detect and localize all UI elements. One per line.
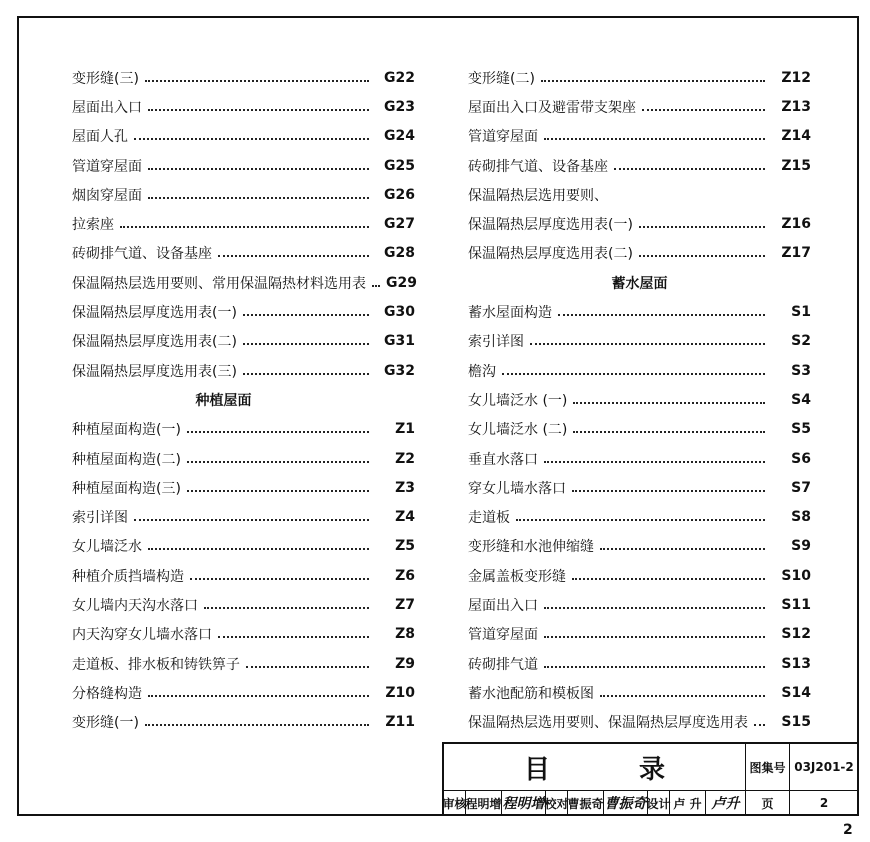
toc-entry	[72, 63, 415, 92]
toc-entry	[72, 297, 415, 326]
toc-entry-page: S14	[781, 684, 811, 701]
dot-leader	[148, 109, 369, 111]
toc-entry	[72, 473, 415, 502]
reviewer-name: 程明增	[466, 791, 502, 816]
toc-entry	[72, 209, 415, 238]
toc-entry	[72, 502, 415, 531]
toc-entry-page: S1	[791, 304, 811, 321]
toc-entry-page: S8	[791, 509, 811, 526]
toc-entry-page: Z4	[395, 509, 415, 526]
dot-leader	[639, 255, 765, 257]
toc-entry	[468, 678, 811, 707]
dot-leader	[187, 490, 369, 492]
toc-entry-page: S6	[791, 450, 811, 467]
toc-entry-title: 女儿墙泛水 (二)	[468, 422, 568, 439]
toc-entry-title: 保温隔热层厚度选用表(二)	[468, 246, 633, 263]
toc-entry-title: 女儿墙内天沟水落口	[72, 597, 198, 614]
toc-entry-page: G27	[384, 216, 415, 233]
toc-entry-page: G26	[384, 186, 415, 203]
toc-entry-page: Z8	[395, 626, 415, 643]
toc-entry-title: 保温隔热层厚度选用表(三)	[72, 363, 237, 380]
toc-entry-page: Z17	[781, 245, 811, 262]
toc-entry-page: Z15	[781, 157, 811, 174]
toc-entry	[468, 590, 811, 619]
toc-entry-title: 垂直水落口	[468, 451, 538, 468]
toc-entry-page: G24	[384, 128, 415, 145]
toc-entry	[468, 92, 811, 121]
dot-leader	[600, 695, 765, 697]
section-heading: 种植屋面	[195, 392, 252, 409]
toc-entry-page: S2	[791, 333, 811, 350]
toc-entry	[72, 649, 415, 678]
toc-entry	[468, 385, 811, 414]
toc-entry	[468, 532, 811, 561]
toc-entry	[468, 239, 811, 268]
toc-entry	[468, 297, 811, 326]
toc-entry	[468, 180, 811, 209]
toc-entry	[468, 620, 811, 649]
toc-entry	[468, 444, 811, 473]
dot-leader	[372, 285, 380, 287]
dot-leader	[204, 607, 369, 609]
toc-entry-title: 女儿墙泛水	[72, 539, 142, 556]
toc-entry	[468, 502, 811, 531]
toc-entry-page: Z16	[781, 216, 811, 233]
toc-entry-title: 保温隔热层厚度选用表(二)	[72, 334, 237, 351]
atlas-number: 03J201-2	[790, 744, 859, 791]
toc-entry	[72, 151, 415, 180]
toc-entry-page: S11	[781, 596, 811, 613]
toc-entry	[468, 415, 811, 444]
toc-entry-page: G30	[384, 304, 415, 321]
toc-entry-title: 分格缝构造	[72, 685, 142, 702]
toc-entry-title: 变形缝(二)	[468, 70, 535, 87]
toc-entry-title: 拉索座	[72, 217, 114, 234]
toc-entry-page: S9	[791, 538, 811, 555]
toc-entry	[72, 180, 415, 209]
dot-leader	[639, 226, 765, 228]
page-label: 页	[746, 791, 790, 816]
toc-entry-title: 女儿墙泛水 (一)	[468, 392, 568, 409]
toc-entry	[72, 561, 415, 590]
toc-entry	[72, 532, 415, 561]
toc-entry-page: G31	[384, 333, 415, 350]
toc-entry-page: Z14	[781, 128, 811, 145]
checker-signature: 曹振奇	[604, 791, 648, 816]
toc-entry	[468, 151, 811, 180]
toc-entry	[468, 122, 811, 151]
toc-entry	[468, 561, 811, 590]
toc-entry	[72, 590, 415, 619]
toc-entry-page: G23	[384, 98, 415, 115]
toc-entry-page: S13	[781, 655, 811, 672]
dot-leader	[544, 607, 765, 609]
toc-entry-page: Z5	[395, 538, 415, 555]
toc-entry	[72, 92, 415, 121]
dot-leader	[516, 519, 765, 521]
toc-entry-title: 种植屋面构造(一)	[72, 422, 181, 439]
toc-entry	[72, 268, 415, 297]
toc-entry-title: 保温隔热层选用要则、	[468, 187, 608, 204]
toc-entry-title: 管道穿屋面	[468, 129, 538, 146]
dot-leader	[148, 168, 369, 170]
toc-entry-page: Z13	[781, 98, 811, 115]
toc-entry	[72, 239, 415, 268]
toc-right-column	[468, 63, 811, 737]
toc-entry-title: 走道板、排水板和铸铁箅子	[72, 656, 240, 673]
toc-entry-title: 走道板	[468, 510, 510, 527]
toc-entry	[72, 415, 415, 444]
toc-entry-page: Z2	[395, 450, 415, 467]
section-heading: 蓄水屋面	[611, 275, 668, 292]
toc-entry-page: S15	[781, 714, 811, 731]
dot-leader	[544, 666, 765, 668]
toc-entry-title: 砖砌排气道	[468, 656, 538, 673]
dot-leader	[502, 373, 765, 375]
toc-entry-title: 保温隔热层厚度选用表(一)	[72, 305, 237, 322]
title-block	[442, 742, 859, 816]
atlas-label: 图集号	[746, 744, 790, 791]
dot-leader	[190, 578, 369, 580]
designer-signature: 卢升	[706, 791, 746, 816]
toc-entry	[72, 327, 415, 356]
toc-entry-title: 金属盖板变形缝	[468, 568, 566, 585]
dot-leader	[134, 138, 369, 140]
toc-entry-title: 内天沟穿女儿墙水落口	[72, 627, 212, 644]
dot-leader	[573, 402, 765, 404]
toc-entry-page: Z3	[395, 479, 415, 496]
toc-entry	[72, 356, 415, 385]
toc-entry-title: 种植介质挡墙构造	[72, 568, 184, 585]
toc-entry-page: Z10	[385, 684, 415, 701]
toc-entry	[468, 708, 811, 737]
dot-leader	[218, 636, 369, 638]
dot-leader	[544, 138, 765, 140]
toc-entry	[468, 649, 811, 678]
toc-entry-title: 砖砌排气道、设备基座	[72, 246, 212, 263]
toc-entry-title: 索引详图	[468, 334, 524, 351]
toc-entry-page: S3	[791, 362, 811, 379]
toc-entry-title: 保温隔热层选用要则、常用保温隔热材料选用表	[72, 275, 366, 292]
toc-entry-page: G25	[384, 157, 415, 174]
toc-entry-title: 屋面出入口	[72, 99, 142, 116]
toc-entry-title: 种植屋面构造(三)	[72, 480, 181, 497]
toc-entry-page: Z1	[395, 421, 415, 438]
toc-entry-title: 屋面出入口及避雷带支架座	[468, 99, 636, 116]
toc-entry-title: 烟囱穿屋面	[72, 187, 142, 204]
dot-leader	[243, 343, 369, 345]
toc-entry	[468, 63, 811, 92]
toc-entry	[72, 708, 415, 737]
dot-leader	[243, 373, 369, 375]
toc-entry-title: 砖砌排气道、设备基座	[468, 158, 608, 175]
check-label: 校对	[546, 791, 568, 816]
design-label: 设计	[648, 791, 670, 816]
toc-entry-page: Z12	[781, 69, 811, 86]
toc-entry-title: 穿女儿墙水落口	[468, 480, 566, 497]
toc-entry-page: Z6	[395, 567, 415, 584]
dot-leader	[120, 226, 369, 228]
dot-leader	[218, 255, 369, 257]
toc-entry-title: 蓄水屋面构造	[468, 305, 552, 322]
toc-entry-page: Z7	[395, 596, 415, 613]
toc-entry-page: S7	[791, 479, 811, 496]
toc-entry-title: 管道穿屋面	[468, 627, 538, 644]
dot-leader	[754, 724, 765, 726]
toc-entry	[72, 620, 415, 649]
dot-leader	[134, 519, 369, 521]
dot-leader	[558, 314, 765, 316]
toc-entry-page: S4	[791, 391, 811, 408]
toc-entry-page: Z11	[385, 714, 415, 731]
toc-left-column	[72, 63, 415, 737]
dot-leader	[541, 80, 765, 82]
dot-leader	[148, 695, 369, 697]
toc-entry-page: G28	[384, 245, 415, 262]
dot-leader	[148, 197, 369, 199]
dot-leader	[572, 490, 765, 492]
toc-entry-title: 变形缝和水池伸缩缝	[468, 539, 594, 556]
dot-leader	[530, 343, 765, 345]
toc-entry	[72, 678, 415, 707]
dot-leader	[614, 168, 765, 170]
dot-leader	[246, 666, 369, 668]
toc-entry	[468, 356, 811, 385]
toc-entry-title: 保温隔热层厚度选用表(一)	[468, 217, 633, 234]
toc-entry-title: 屋面人孔	[72, 129, 128, 146]
dot-leader	[145, 80, 369, 82]
toc-entry-page: G29	[386, 274, 417, 291]
toc-entry	[72, 444, 415, 473]
toc-entry-page: S10	[781, 567, 811, 584]
dot-leader	[572, 578, 765, 580]
checker-name: 曹振奇	[568, 791, 604, 816]
designer-name: 卢 升	[670, 791, 706, 816]
toc-entry-page: G22	[384, 69, 415, 86]
dot-leader	[544, 636, 765, 638]
toc-entry-page: S5	[791, 421, 811, 438]
dot-leader	[544, 461, 765, 463]
dot-leader	[243, 314, 369, 316]
toc-entry-title: 蓄水池配筋和模板图	[468, 685, 594, 702]
document-title: 目 录	[444, 744, 746, 791]
toc-entry-title: 屋面出入口	[468, 597, 538, 614]
reviewer-signature: 程明增	[502, 791, 546, 816]
toc-entry	[468, 327, 811, 356]
toc-entry	[468, 209, 811, 238]
dot-leader	[642, 109, 765, 111]
toc-entry-page: G32	[384, 362, 415, 379]
toc-entry-title: 檐沟	[468, 363, 496, 380]
dot-leader	[145, 724, 369, 726]
toc-entry-title: 变形缝(三)	[72, 70, 139, 87]
toc-entry-title: 种植屋面构造(二)	[72, 451, 181, 468]
dot-leader	[573, 431, 765, 433]
page-number: 2	[790, 791, 859, 816]
dot-leader	[187, 461, 369, 463]
toc-entry-page: S12	[781, 626, 811, 643]
dot-leader	[148, 548, 369, 550]
toc-entry-title: 索引详图	[72, 510, 128, 527]
toc-entry	[468, 473, 811, 502]
toc-entry-title: 管道穿屋面	[72, 158, 142, 175]
dot-leader	[187, 431, 369, 433]
corner-page-number: 2	[843, 822, 853, 838]
toc-entry-title: 保温隔热层选用要则、保温隔热层厚度选用表	[468, 715, 748, 732]
toc-entry	[72, 122, 415, 151]
toc-entry-page: Z9	[395, 655, 415, 672]
toc-entry-title: 变形缝(一)	[72, 715, 139, 732]
dot-leader	[600, 548, 765, 550]
review-label: 审核	[444, 791, 466, 816]
